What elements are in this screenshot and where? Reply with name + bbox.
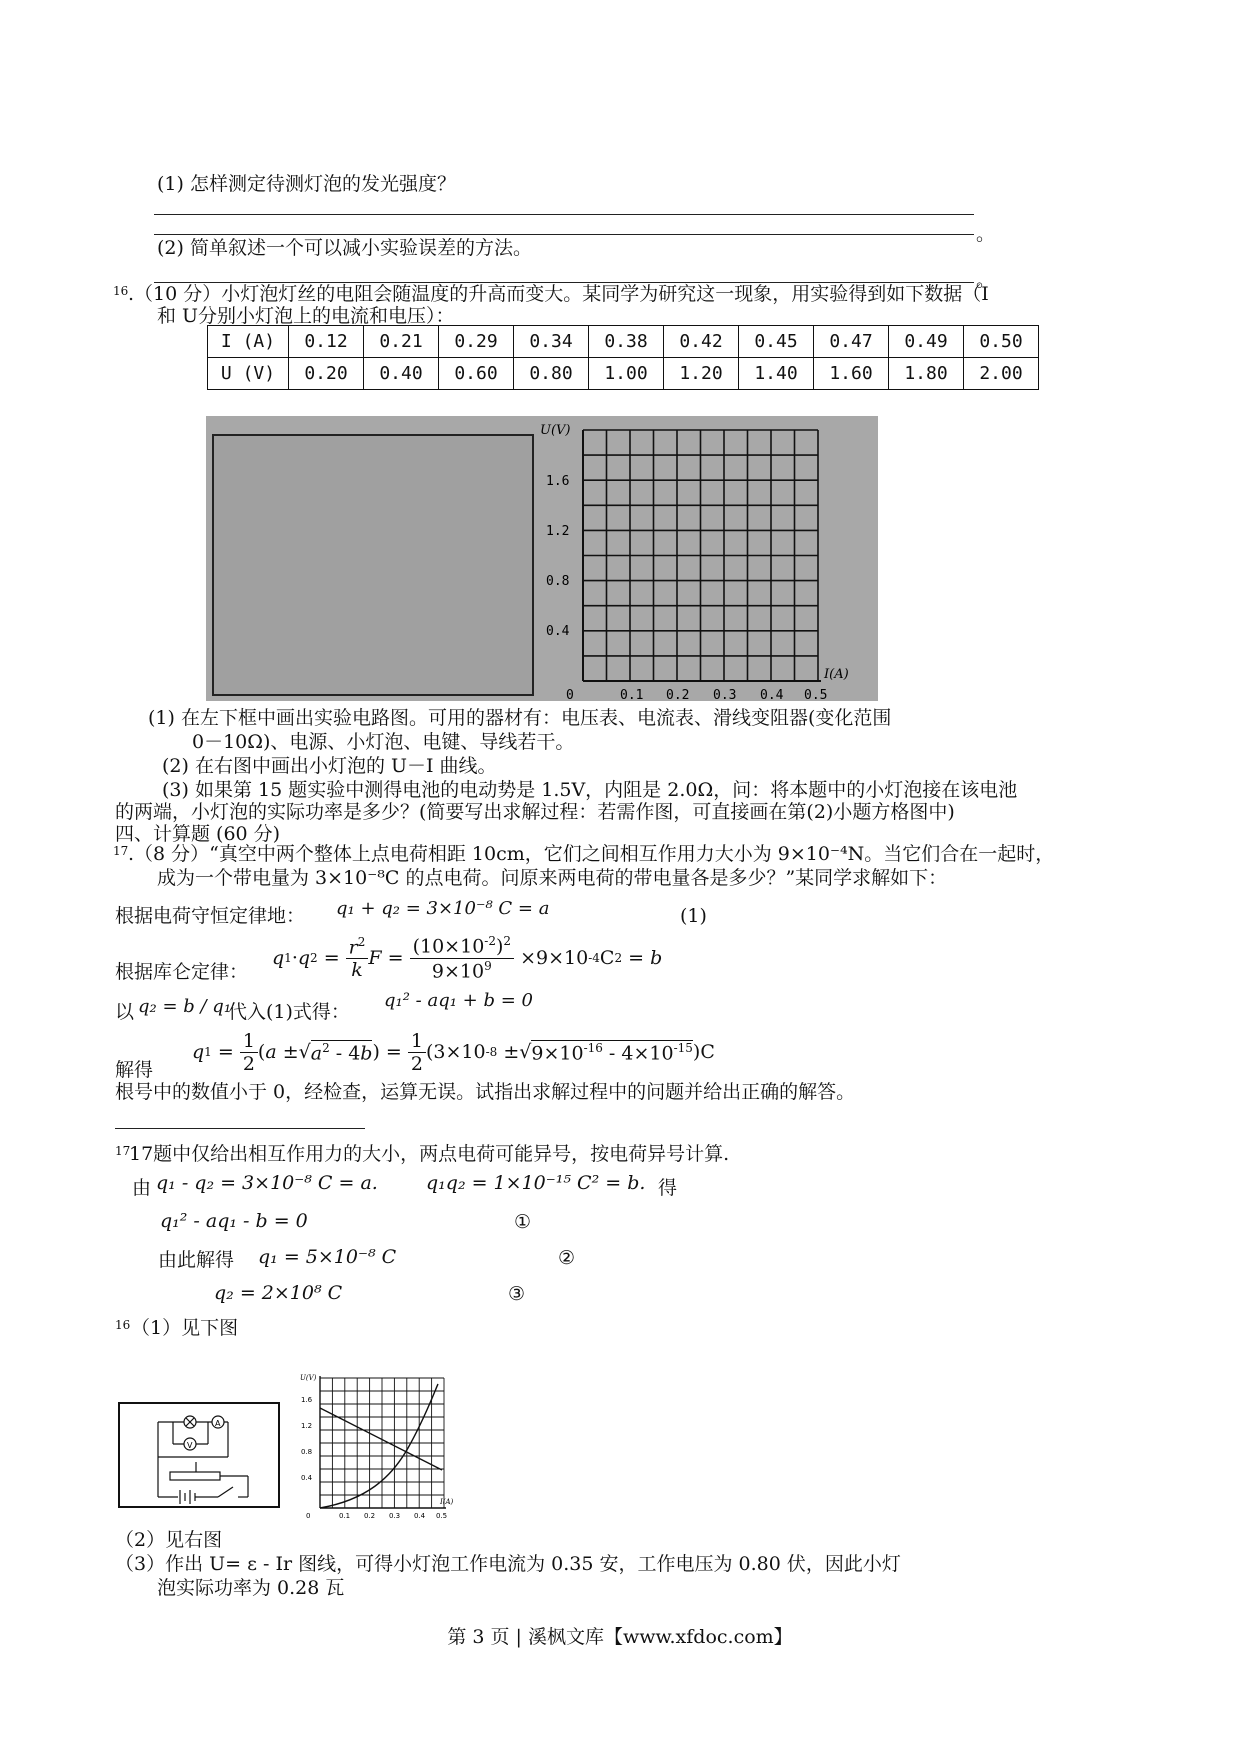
- x-tick: 0.2: [364, 1512, 376, 1520]
- table-cell: 1.80: [889, 358, 964, 390]
- q16-intro-line2: 和 U分别小灯泡上的电流和电压）：: [157, 305, 455, 327]
- q17-step1-eq: q₁ + q₂ = 3×10⁻⁸ C = a: [336, 898, 550, 919]
- table-cell: 0.20: [289, 358, 364, 390]
- table-cell: 1.20: [664, 358, 739, 390]
- table-cell: 1.40: [739, 358, 814, 390]
- a17-line1-pre: 由: [132, 1177, 152, 1199]
- table-cell: 0.34: [514, 326, 589, 358]
- table-cell: 0.80: [514, 358, 589, 390]
- y-tick: 0.8: [301, 1448, 313, 1456]
- x-tick: 0.1: [620, 688, 644, 701]
- table-cell: 0.49: [889, 326, 964, 358]
- row-label: I (A): [208, 326, 289, 358]
- a17-solve-label: 由此解得: [158, 1249, 235, 1271]
- q17-number: 17: [113, 844, 129, 858]
- table-cell: 0.42: [664, 326, 739, 358]
- table-cell: 0.29: [439, 326, 514, 358]
- q16-sub1-line1: (1) 在左下框中画出实验电路图。可用的器材有：电压表、电流表、滑线变阻器(变化范围: [148, 707, 892, 729]
- x-tick: 0.4: [760, 688, 784, 701]
- a17-tag3: ③: [508, 1283, 526, 1305]
- x-tick: 0.4: [414, 1512, 426, 1520]
- q17-step2-label: 根据库仑定律：: [115, 961, 249, 983]
- footnote-divider: [115, 1128, 365, 1129]
- coulomb-equation: q 1 · q 2 = $\frac{r^2}{k}$ F = $\frac{(10\times 10^{-2})^2}{9\times 10^9}$ ×9×10 -4 C 2 = b: [272, 934, 663, 982]
- x-tick: 0.2: [666, 688, 690, 701]
- answer-line: [154, 214, 974, 215]
- q16-sub1-line2: 0－10Ω)、电源、小灯泡、电键、导线若干。: [192, 731, 575, 753]
- a17-eq4: q₂ = 2×10⁸ C: [214, 1282, 343, 1304]
- a17-sup: 17: [115, 1144, 131, 1158]
- table-cell: 0.60: [439, 358, 514, 390]
- a17-eq3: q₁ = 5×10⁻⁸ C: [258, 1246, 397, 1268]
- y-tick: 0.4: [546, 624, 570, 639]
- q16-sub3-line1: (3) 如果第 15 题实验中测得电池的电动势是 1.5V，内阻是 2.0Ω，问：将本题中的小灯泡接在该电池: [162, 779, 1018, 801]
- x-tick: 0.3: [713, 688, 737, 701]
- y-axis-label: U(V): [300, 1374, 317, 1382]
- answer-graph: [296, 1368, 456, 1520]
- x-tick: 0.5: [436, 1512, 448, 1520]
- y-tick: 0.4: [301, 1474, 313, 1482]
- x-tick: 0.1: [339, 1512, 351, 1520]
- x-axis-label: I(A): [440, 1498, 454, 1506]
- u-i-grid: [536, 416, 878, 701]
- page-footer: 第 3 页 | 溪枫文库【www.xfdoc.com】: [447, 1626, 793, 1648]
- q17-line2: 成为一个带电量为 3×10⁻⁸C 的点电荷。问原来两电荷的带电量各是多少？”某同学求解如下：: [157, 867, 948, 889]
- a17-line1-eq2: q₁q₂ = 1×10⁻¹⁵ C² = b.: [426, 1172, 646, 1194]
- x-tick: 0.5: [804, 688, 828, 701]
- svg-text:V: V: [187, 1441, 193, 1450]
- table-cell: 1.00: [589, 358, 664, 390]
- y-tick: 1.2: [301, 1422, 313, 1430]
- answer-line: [154, 234, 974, 235]
- table-cell: 0.40: [364, 358, 439, 390]
- q17-line1: .（8 分）“真空中两个整体上点电荷相距 10cm，它们之间相互作用力大小为 9×10⁻⁴N。当它们合在一起时，: [128, 843, 1055, 865]
- q17-step1-tag: (1): [680, 905, 707, 927]
- q15-sub1: (1) 怎样测定待测灯泡的发光强度？: [157, 173, 456, 195]
- table-cell: 0.47: [814, 326, 889, 358]
- scanned-figure: [206, 416, 878, 701]
- a16-part3-line1: （3）作出 U= ε - Ir 图线，可得小灯泡工作电流为 0.35 安，工作电压为 0.80 伏，因此小灯: [115, 1553, 901, 1575]
- x-axis-label: I(A): [824, 667, 849, 682]
- y-tick: 1.6: [301, 1396, 313, 1404]
- y-tick: 0.8: [546, 574, 570, 589]
- table-cell: 0.38: [589, 326, 664, 358]
- q17-step3-label-a: 以: [115, 1001, 135, 1023]
- table-row-voltage: [208, 358, 1039, 390]
- q17-step4-label: 解得: [115, 1059, 154, 1081]
- q17-step1-label: 根据电荷守恒定律地：: [115, 905, 306, 927]
- period: 。: [976, 269, 996, 291]
- y-tick: 1.6: [546, 474, 570, 489]
- a16-part1: （1）见下图: [131, 1317, 239, 1339]
- a17-eq2: q₁² - aq₁ - b = 0: [160, 1210, 308, 1232]
- circuit-drawing-box: [212, 434, 534, 696]
- q16-sub2: (2) 在右图中画出小灯泡的 U－I 曲线。: [162, 755, 497, 777]
- table-cell: 2.00: [964, 358, 1039, 390]
- table-cell: 0.21: [364, 326, 439, 358]
- q17-conclusion: 根号中的数值小于 0，经检查，运算无误。试指出求解过程中的问题并给出正确的解答。: [115, 1081, 856, 1103]
- table-row-current: [208, 326, 1039, 358]
- x-tick: 0.3: [389, 1512, 401, 1520]
- y-axis-label: U(V): [540, 423, 571, 438]
- svg-text:A: A: [215, 1419, 221, 1428]
- table-cell: 0.50: [964, 326, 1039, 358]
- q16-intro-line1: .（10 分）小灯泡灯丝的电阻会随温度的升高而变大。某同学为研究这一现象，用实验得到如下数据（I: [128, 283, 989, 305]
- quadratic-solution: q 1 = $\frac{1}{2}$ ( a ±√ $a^2 - 4b$ ) = $\frac{1}{2}$ (3×10 -8 ±√ $9\times 10^{-16} - 4\times 10^{-15}$ )C: [192, 1029, 715, 1075]
- q17-step3-label-b: 代入(1)式得：: [228, 1001, 350, 1023]
- x-tick: 0: [566, 688, 574, 701]
- a16-part2: （2）见右图: [115, 1529, 223, 1551]
- a16-sup: 16: [115, 1318, 131, 1332]
- q17-substitution: q₂ = b / q₁: [138, 996, 232, 1017]
- table-cell: 0.12: [289, 326, 364, 358]
- table-cell: 1.60: [814, 358, 889, 390]
- a17-intro: 17题中仅给出相互作用力的大小，两点电荷可能异号，按电荷异号计算.: [129, 1143, 730, 1165]
- a17-tag2: ②: [558, 1247, 576, 1269]
- q15-sub2: (2) 简单叙述一个可以减小实验误差的方法。: [157, 237, 532, 259]
- q17-step3-eq: q₁² - aq₁ + b = 0: [384, 990, 533, 1011]
- circuit-diagram: [118, 1402, 280, 1508]
- section-heading: 四、计算题 (60 分): [115, 823, 281, 845]
- data-table: [207, 325, 1039, 390]
- a16-part3-line2: 泡实际功率为 0.28 瓦: [157, 1577, 345, 1599]
- a17-line1-post: 得: [658, 1177, 678, 1199]
- period: 。: [976, 223, 996, 245]
- table-cell: 0.45: [739, 326, 814, 358]
- y-tick: 1.2: [546, 524, 570, 539]
- row-label: U (V): [208, 358, 289, 390]
- x-tick: 0: [306, 1512, 311, 1520]
- q16-sub3-line2: 的两端，小灯泡的实际功率是多少？(简要写出求解过程：若需作图，可直接画在第(2)小题方格图中): [115, 801, 955, 823]
- u-i-curve: [320, 1384, 438, 1508]
- q16-number: 16: [113, 284, 129, 298]
- a17-line1-eq1: q₁ - q₂ = 3×10⁻⁸ C = a.: [156, 1172, 378, 1194]
- a17-tag1: ①: [514, 1211, 532, 1233]
